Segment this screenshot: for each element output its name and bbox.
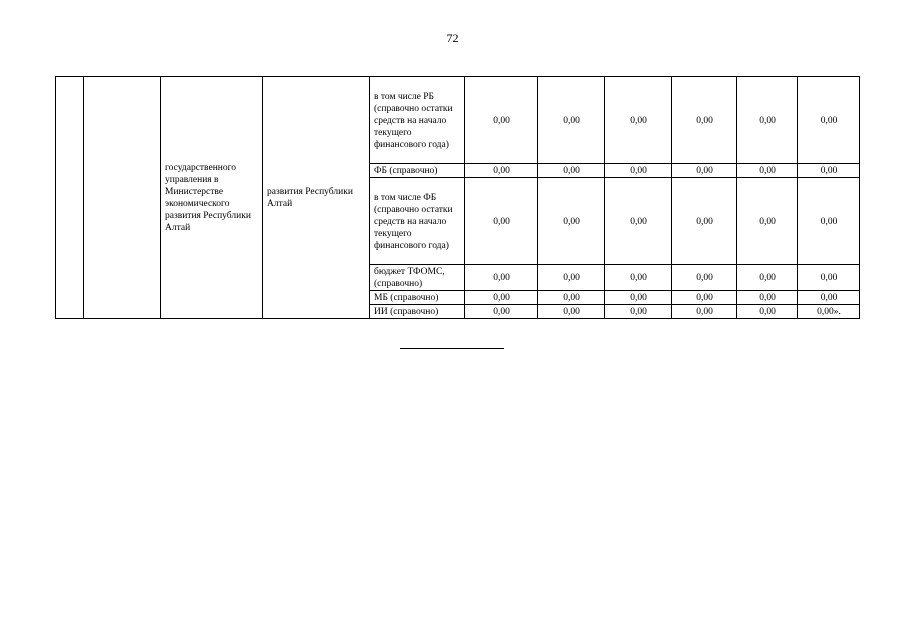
value-cell: 0,00 — [538, 178, 605, 265]
row-number-cell — [56, 77, 84, 319]
value-cell: 0,00 — [672, 265, 737, 291]
value-cell: 0,00 — [672, 291, 737, 305]
value-cell: 0,00 — [605, 77, 672, 164]
funding-source-cell: в том числе РБ (справочно остатки средств на начало текущего финансового года) — [370, 77, 465, 164]
budget-table — [55, 76, 860, 319]
value-cell: 0,00 — [605, 305, 672, 319]
value-cell: 0,00 — [465, 178, 538, 265]
value-cell: 0,00 — [465, 164, 538, 178]
table-row — [56, 77, 860, 164]
value-cell: 0,00 — [798, 291, 860, 305]
value-cell: 0,00 — [605, 178, 672, 265]
value-cell: 0,00 — [737, 291, 798, 305]
value-cell: 0,00 — [465, 77, 538, 164]
value-cell: 0,00 — [538, 291, 605, 305]
program-cell: развития Республики Алтай — [263, 77, 370, 319]
value-cell: 0,00 — [798, 265, 860, 291]
value-cell: 0,00 — [798, 178, 860, 265]
value-cell: 0,00 — [605, 265, 672, 291]
value-cell: 0,00 — [605, 164, 672, 178]
value-cell: 0,00 — [538, 265, 605, 291]
funding-source-cell: бюджет ТФОМС, (справочно) — [370, 265, 465, 291]
value-cell: 0,00 — [737, 265, 798, 291]
page-number: 72 — [446, 31, 459, 45]
organization-cell: государственного управления в Министерстве экономического развития Республики Алтай — [161, 77, 263, 319]
value-cell: 0,00 — [538, 305, 605, 319]
value-cell: 0,00 — [672, 77, 737, 164]
funding-source-cell: ИИ (справочно) — [370, 305, 465, 319]
value-cell: 0,00 — [672, 164, 737, 178]
value-cell: 0,00 — [672, 305, 737, 319]
value-cell: 0,00 — [538, 164, 605, 178]
funding-source-cell: ФБ (справочно) — [370, 164, 465, 178]
funding-source-cell: в том числе ФБ (справочно остатки средств на начало текущего финансового года) — [370, 178, 465, 265]
value-cell: 0,00 — [465, 291, 538, 305]
value-cell: 0,00 — [737, 178, 798, 265]
value-cell: 0,00 — [737, 305, 798, 319]
value-cell: 0,00 — [737, 164, 798, 178]
value-cell: 0,00 — [798, 77, 860, 164]
value-cell: 0,00 — [737, 77, 798, 164]
funding-source-cell: МБ (справочно) — [370, 291, 465, 305]
value-cell: 0,00 — [538, 77, 605, 164]
value-cell: 0,00 — [465, 265, 538, 291]
end-divider-line — [400, 348, 504, 349]
value-cell: 0,00 — [672, 178, 737, 265]
value-cell: 0,00 — [605, 291, 672, 305]
value-cell: 0,00 — [798, 164, 860, 178]
code-cell — [84, 77, 161, 319]
value-cell: 0,00». — [798, 305, 860, 319]
value-cell: 0,00 — [465, 305, 538, 319]
